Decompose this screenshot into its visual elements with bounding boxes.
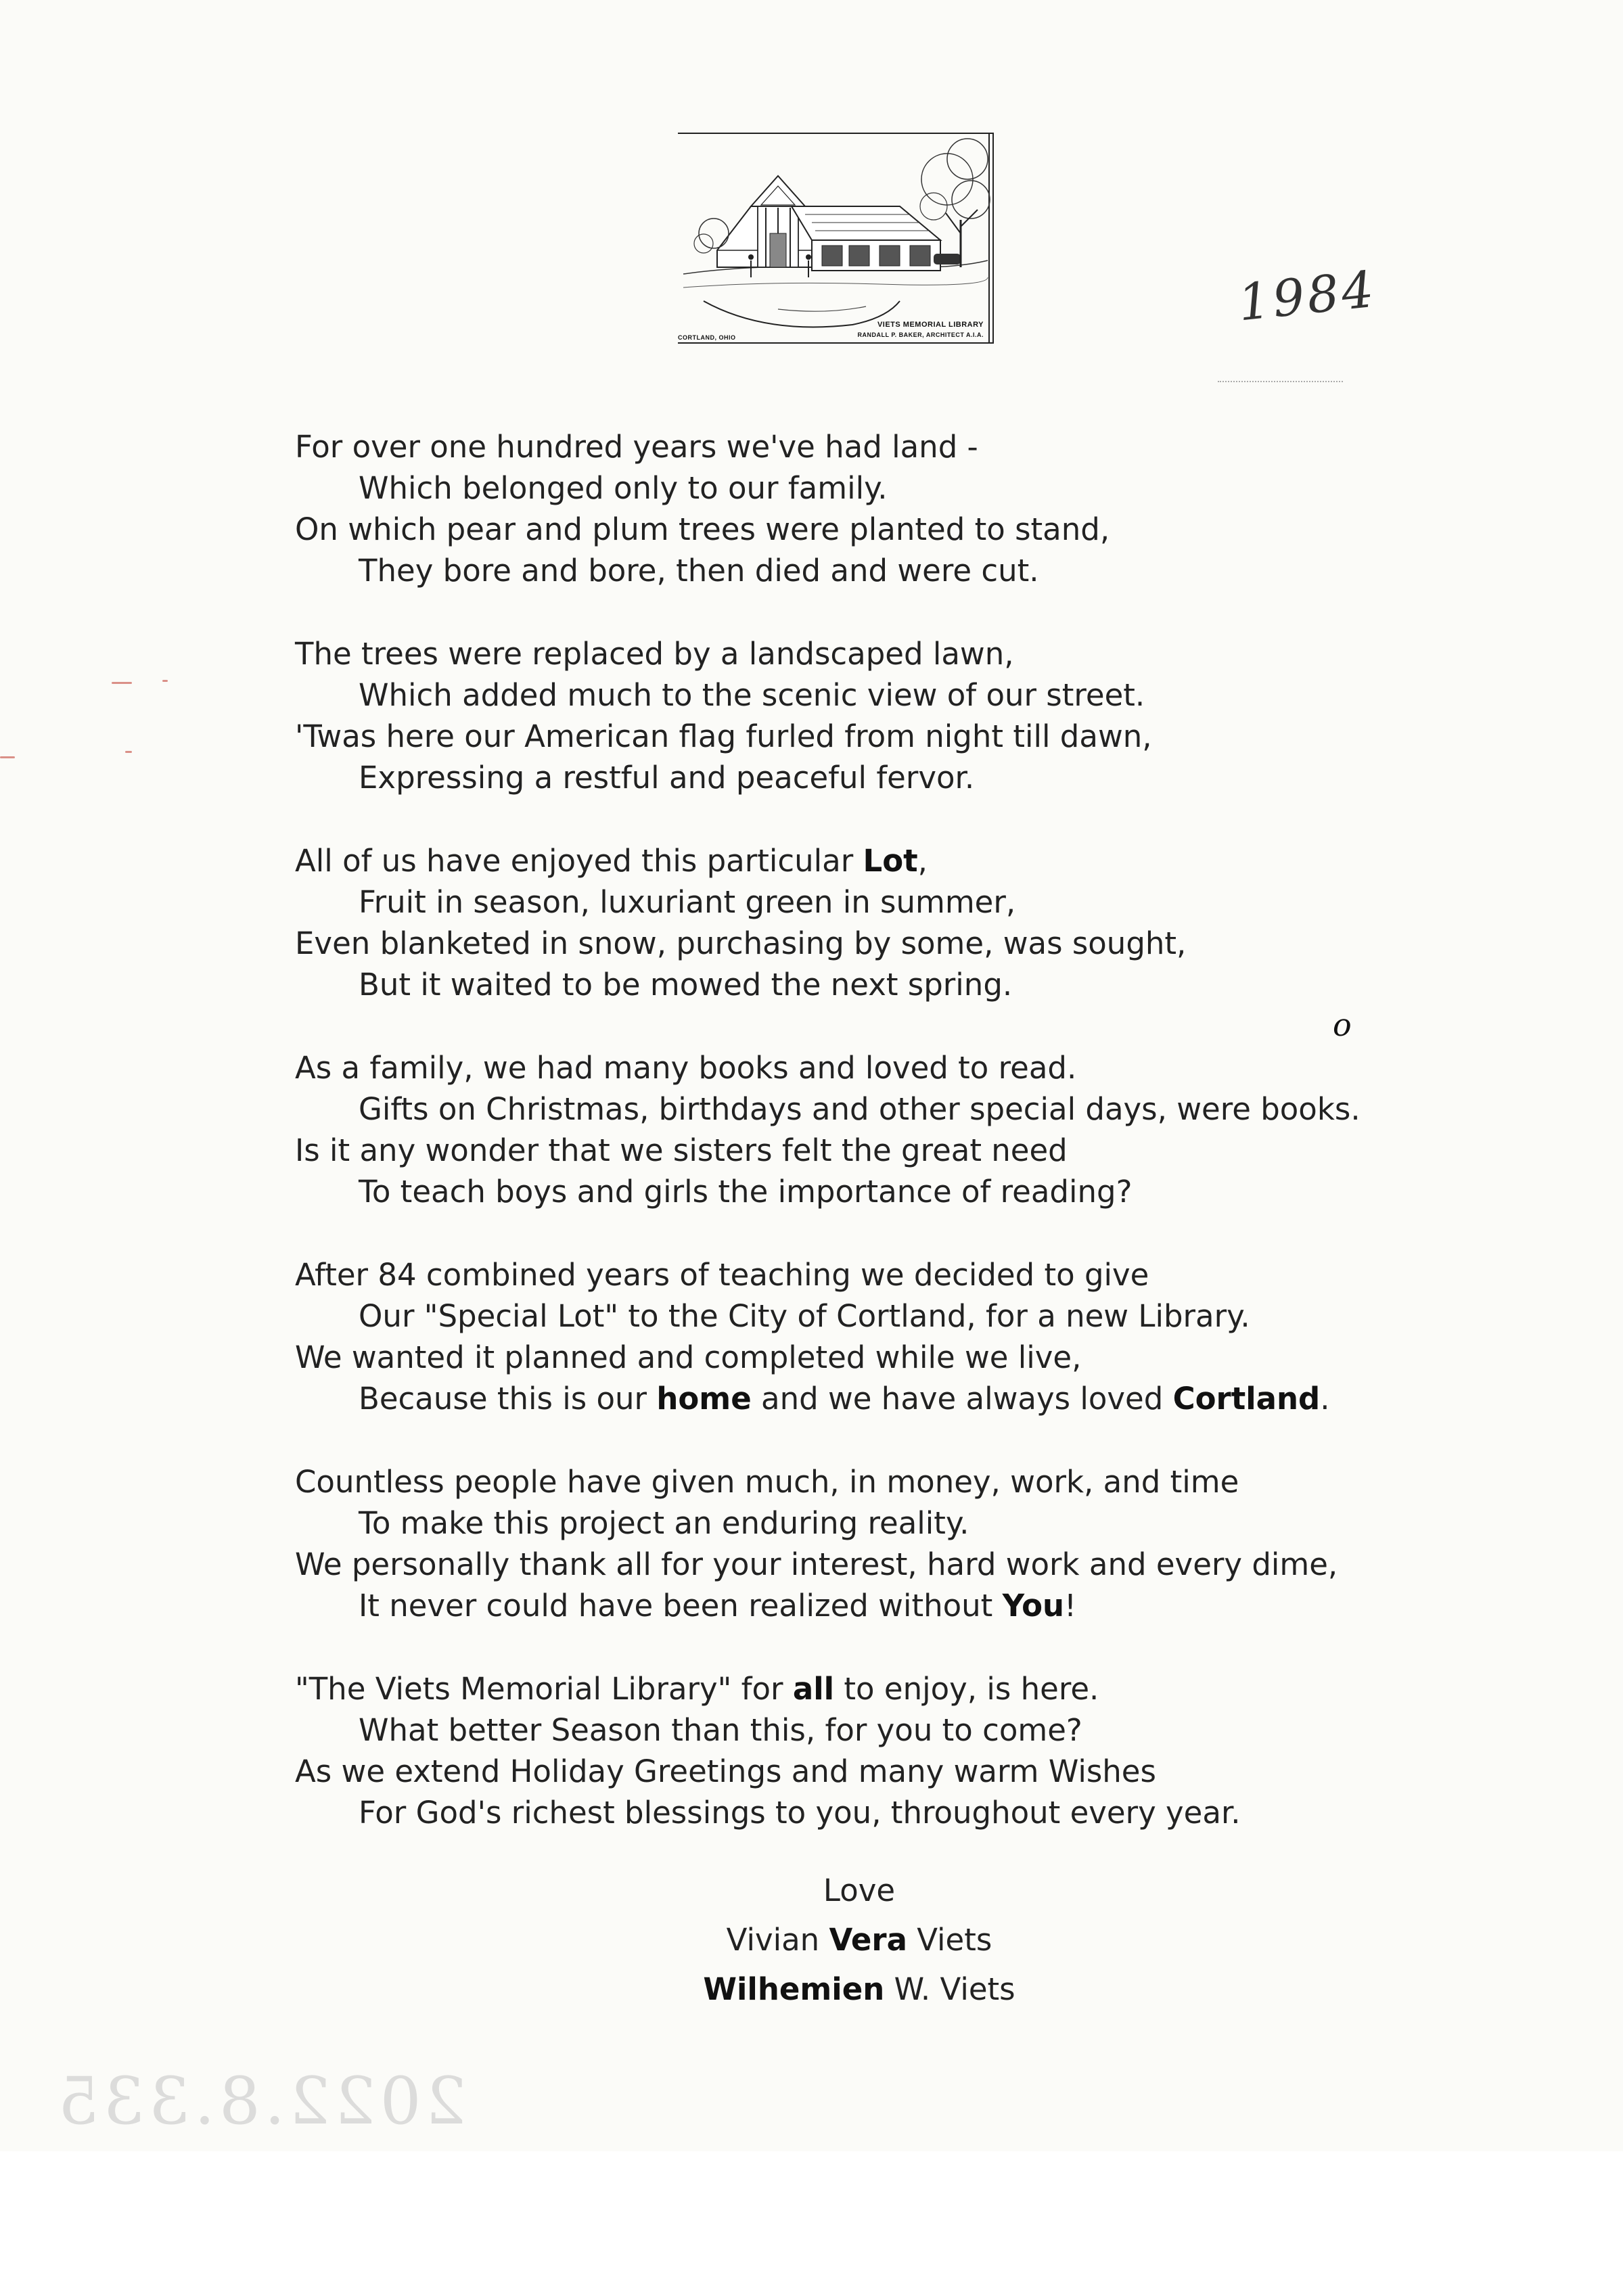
letterhead-library-title: VIETS MEMORIAL LIBRARY (877, 321, 984, 329)
poem-line (295, 1378, 1445, 1419)
poem-line (295, 840, 1445, 881)
poem-line (295, 633, 1445, 674)
poem-line (295, 1047, 1445, 1088)
stanza (295, 1461, 1445, 1626)
emphasized-word: Lot (863, 843, 918, 879)
line-text: , (917, 843, 928, 879)
poem-line (295, 964, 1445, 1005)
poem-line (295, 550, 1445, 591)
line-text: "The Viets Memorial Library" for (295, 1671, 793, 1707)
line-text: But it waited to be mowed the next spring. (359, 967, 1013, 1003)
closing: Love (823, 1873, 896, 1908)
signer-vivian: Vivian Vera Viets (726, 1922, 992, 1958)
poem-line (295, 881, 1445, 923)
line-text: ! (1064, 1588, 1077, 1624)
line-text: We personally thank all for your interest, hard work and every dime, (295, 1546, 1338, 1582)
line-text: To make this project an enduring reality. (359, 1505, 969, 1541)
signature-block (622, 1866, 1096, 2014)
emphasized-word: all (792, 1671, 835, 1707)
poem-line (295, 1751, 1445, 1792)
line-text: The trees were replaced by a landscaped lawn, (295, 636, 1014, 672)
poem-body (295, 426, 1445, 1875)
stanza (295, 633, 1445, 798)
line-text: to enjoy, is here. (834, 1671, 1099, 1707)
poem-line (295, 509, 1445, 550)
poem-line (295, 1337, 1445, 1378)
line-text: For over one hundred years we've had land - (295, 429, 978, 465)
stanza (295, 426, 1445, 591)
line-text: Gifts on Christmas, birthdays and other special days, were books. (359, 1091, 1361, 1127)
line-text: Is it any wonder that we sisters felt the great need (295, 1132, 1068, 1168)
line-text: As a family, we had many books and loved to read. (295, 1050, 1077, 1086)
margin-speck (162, 680, 168, 682)
line-text: and we have always loved (751, 1381, 1173, 1417)
line-text: They bore and bore, then died and were cut. (359, 553, 1039, 589)
handwritten-mark: o (1333, 1007, 1352, 1043)
poem-line (295, 1668, 1445, 1709)
margin-speck (112, 682, 132, 684)
poem-line (295, 1461, 1445, 1502)
poem-line (295, 1254, 1445, 1295)
stanza (295, 1047, 1445, 1212)
line-text: Countless people have given much, in money, work, and time (295, 1464, 1239, 1500)
letterhead (677, 132, 995, 345)
accession-number-bleedthrough: 2022.8.335 (54, 2063, 467, 2139)
line-text: Our "Special Lot" to the City of Cortland, for a new Library. (359, 1298, 1250, 1334)
line-text: Which belonged only to our family. (359, 470, 888, 506)
poem-line (295, 716, 1445, 757)
line-text: Because this is our (359, 1381, 657, 1417)
line-text: 'Twas here our American flag furled from night till dawn, (295, 718, 1152, 754)
letterhead-location: CORTLAND, OHIO (678, 334, 736, 341)
letterhead-architect: RANDALL P. BAKER, ARCHITECT A.I.A. (857, 331, 984, 338)
line-text: Even blanketed in snow, purchasing by some, was sought, (295, 925, 1187, 961)
signer-wilhemien: Wilhemien W. Viets (703, 1971, 1015, 2007)
line-text: After 84 combined years of teaching we decided to give (295, 1257, 1149, 1293)
handwritten-year: 1984 (1235, 260, 1379, 333)
line-text: To teach boys and girls the importance of reading? (359, 1174, 1133, 1210)
margin-speck (125, 751, 132, 753)
line-text: Which added much to the scenic view of our street. (359, 677, 1145, 713)
poem-line (295, 923, 1445, 964)
line-text: For God's richest blessings to you, throughout every year. (359, 1795, 1241, 1831)
line-text: Expressing a restful and peaceful fervor. (359, 760, 975, 796)
poem-line (295, 1295, 1445, 1337)
stanza (295, 840, 1445, 1005)
page-margin (0, 2151, 1623, 2296)
emphasized-word: Cortland (1172, 1381, 1321, 1417)
poem-line (295, 1088, 1445, 1130)
line-text: As we extend Holiday Greetings and many warm Wishes (295, 1753, 1156, 1789)
poem-line (295, 674, 1445, 716)
library-building-illustration (677, 132, 995, 345)
poem-line (295, 1792, 1445, 1833)
line-text: All of us have enjoyed this particular (295, 843, 863, 879)
margin-speck (0, 756, 15, 758)
emphasized-word: home (656, 1381, 752, 1417)
poem-line (295, 467, 1445, 509)
poem-line (295, 426, 1445, 467)
poem-line (295, 757, 1445, 798)
stanza (295, 1668, 1445, 1833)
poem-line (295, 1585, 1445, 1626)
poem-line (295, 1171, 1445, 1212)
poem-line (295, 1502, 1445, 1544)
poem-line (295, 1130, 1445, 1171)
emphasized-word: You (1002, 1588, 1065, 1624)
line-text: Fruit in season, luxuriant green in summer, (359, 884, 1016, 920)
poem-line (295, 1544, 1445, 1585)
line-text: It never could have been realized without (359, 1588, 1003, 1624)
line-text: We wanted it planned and completed while we live, (295, 1339, 1082, 1375)
line-text: . (1320, 1381, 1330, 1417)
line-text: What better Season than this, for you to come? (359, 1712, 1082, 1748)
stanza (295, 1254, 1445, 1419)
handwritten-underline (1218, 381, 1343, 382)
poem-line (295, 1709, 1445, 1751)
line-text: On which pear and plum trees were planted to stand, (295, 511, 1110, 547)
